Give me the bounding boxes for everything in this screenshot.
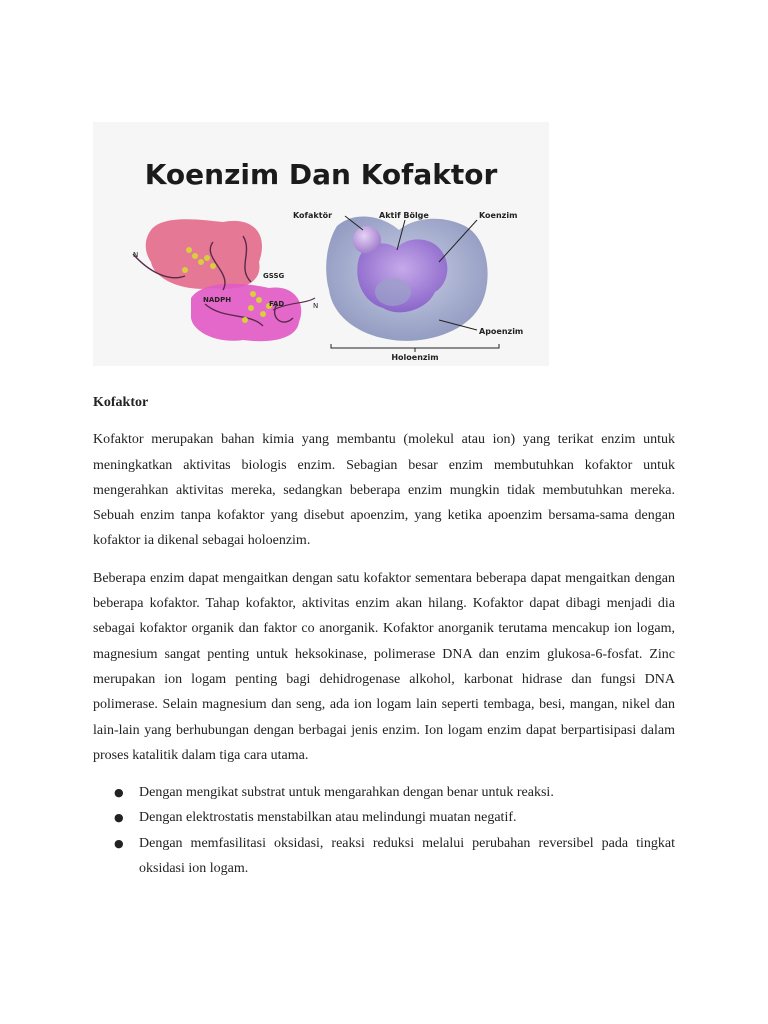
list-item-text: Dengan mengikat substrat untuk mengarahkan dengan benar untuk reaksi. (139, 785, 554, 801)
article-body (93, 390, 675, 881)
label-aktif-bolge: Aktif Bölge (379, 211, 429, 220)
bullet-icon: ● (114, 811, 124, 825)
label-kofaktor: Kofaktör (293, 211, 333, 220)
bullet-list (93, 780, 675, 881)
list-item (93, 805, 675, 830)
label-nadph: NADPH (203, 296, 232, 304)
label-n-left: N (133, 251, 139, 259)
list-item (93, 831, 675, 882)
label-koenzim: Koenzim (479, 211, 518, 220)
holoenzim-diagram (293, 211, 523, 362)
paragraph-2: Beberapa enzim dapat mengaitkan dengan satu kofaktor sementara beberapa dapat mengaitkan dengan beberapa kofaktor. Tahap kofaktor, aktivitas enzim akan hilang. Kofaktor dapat dibagi menjadi dia sebagai kofaktor organik dan faktor co anorganik. Kofaktor anorganik terutama mencakup ion logam, magnesium sangat penting untuk heksokinase, polimerase DNA dan enzim glukosa-6-fosfat. Zinc merupakan ion logam penting bagi dehidrogenase alkohol, karbonat hidrase dan fungsi DNA polimerase. Selain magnesium dan seng, ada ion logam lain seperti tembaga, besi, mangan, nikel dan lain-lain yang berhubungan dengan berbagai jenis enzim. Ion logam enzim dapat berpartisipasi dalam proses katalitik dalam tiga cara utama. (93, 570, 675, 763)
label-fad: FAD (269, 300, 285, 308)
label-n-right: N (313, 302, 319, 310)
list-item-text: Dengan elektrostatis menstabilkan atau melindungi muatan negatif. (139, 810, 517, 826)
bullet-icon: ● (114, 836, 124, 850)
label-holoenzim: Holoenzim (391, 353, 439, 362)
label-apoenzim: Apoenzim (479, 327, 524, 336)
list-item-text: Dengan memfasilitasi oksidasi, reaksi reduksi melalui perubahan reversibel pada tingkat oksidasi ion logam. (139, 835, 675, 877)
paragraph-1: Kofaktor merupakan bahan kimia yang membantu (molekul atau ion) yang terikat enzim untuk meningkatkan aktivitas biologis enzim. Sebagian besar enzim membutuhkan kofaktor untuk mengerahkan aktivitas mereka, sedangkan beberapa enzim mungkin tidak membutuhkan mereka. Sebuah enzim tanpa kofaktor yang disebut apoenzim, yang ketika apoenzim bersama-sama dengan kofaktor ia dikenal sebagai holoenzim. (93, 432, 675, 549)
section-heading: Kofaktor (93, 395, 149, 410)
enzyme-figure (93, 122, 549, 366)
figure-title: Koenzim Dan Kofaktor (144, 158, 498, 191)
label-gssg: GSSG (263, 272, 285, 280)
list-item (93, 780, 675, 805)
bullet-icon: ● (114, 786, 124, 800)
enzyme-illustration (93, 122, 549, 366)
protein-structure (133, 219, 318, 341)
